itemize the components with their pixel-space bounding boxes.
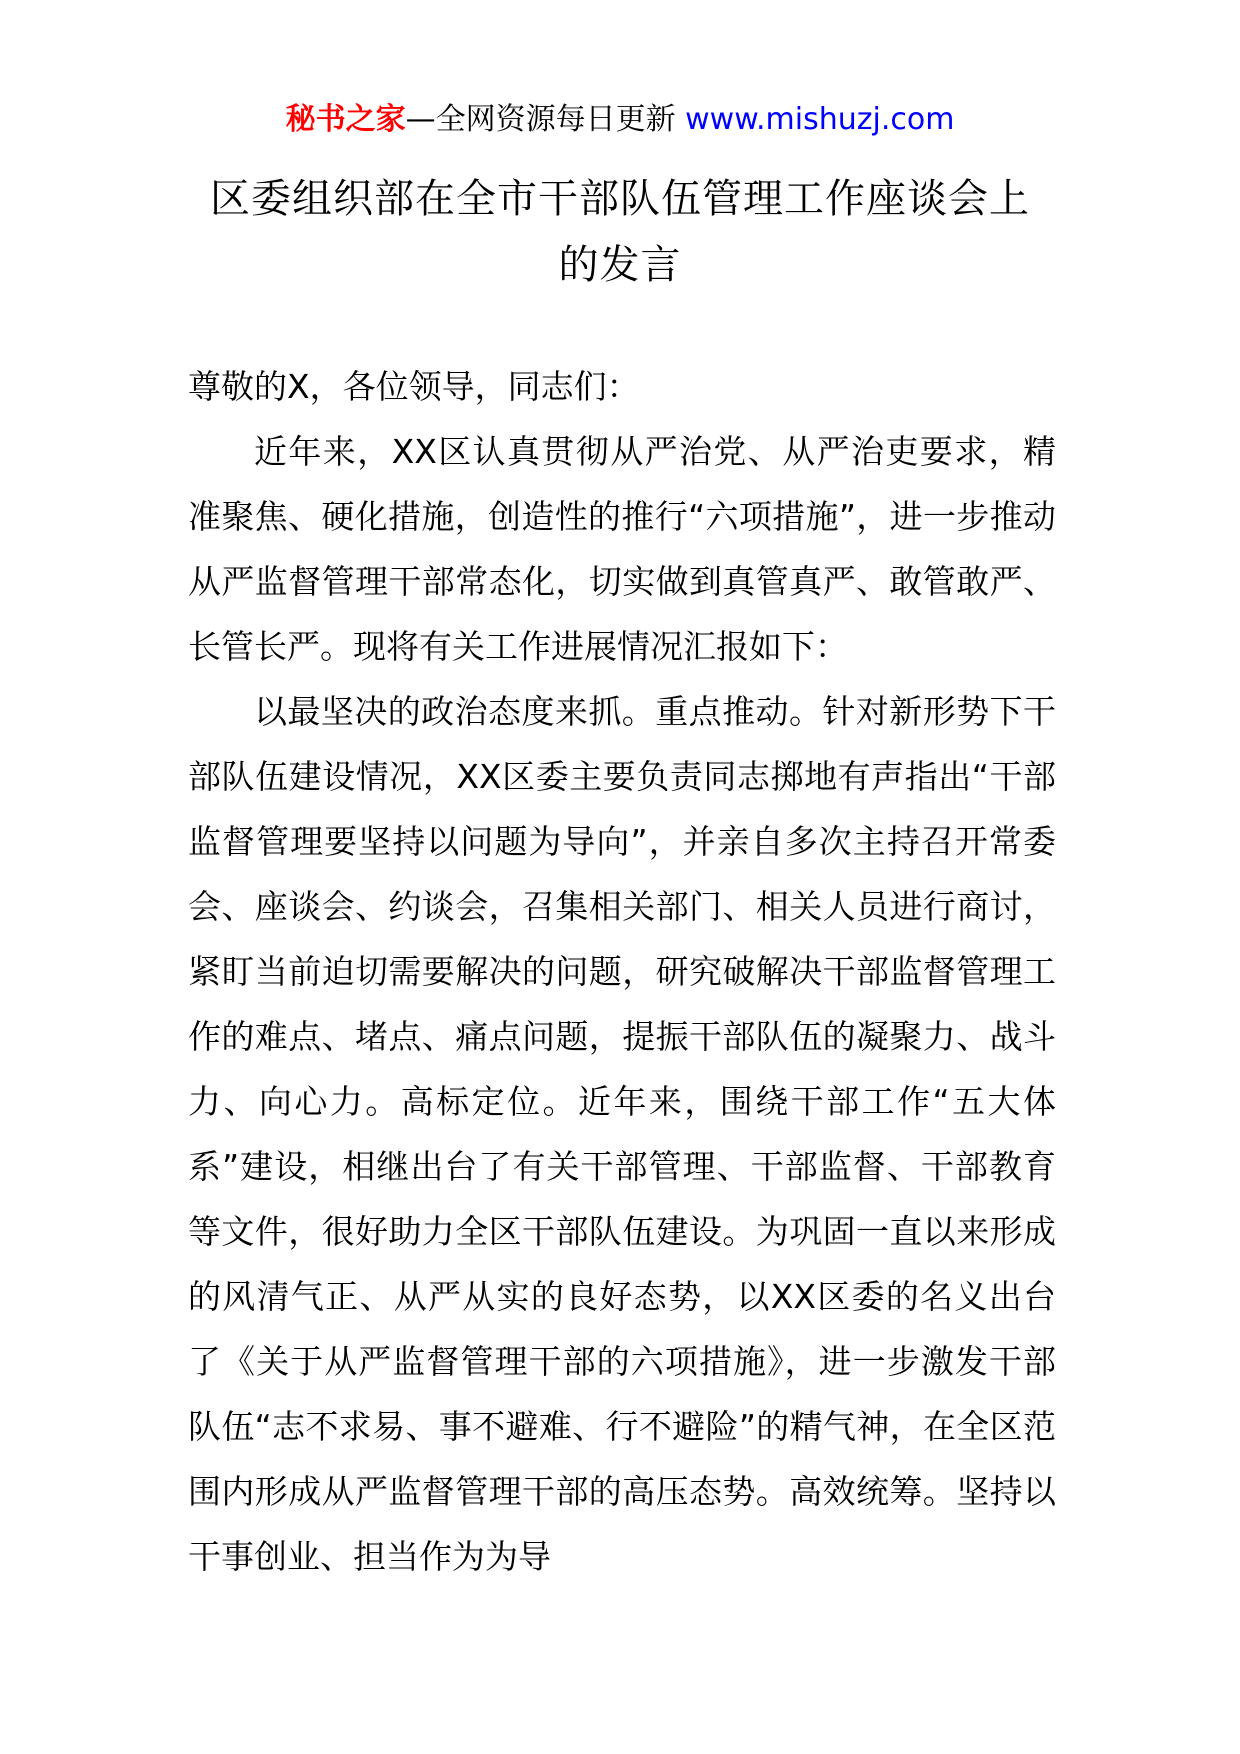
site-header <box>0 100 1240 140</box>
document-title: 区委组织部在全市干部队伍管理工作座谈会上的发言 <box>210 176 1030 288</box>
document-body <box>188 354 1056 1589</box>
paragraph-intro: 近年来，XX区认真贯彻从严治党、从严治吏要求，精准聚焦、硬化措施，创造性的推行“六项措施”，进一步推动从严监督管理干部常态化，切实做到真管真严、敢管敢严、长管长严。现将有关工作进展情况汇报如下： <box>188 432 1056 666</box>
header-tagline: —全网资源每日更新 <box>405 102 676 137</box>
brand-name: 秘书之家 <box>285 102 406 137</box>
site-url-link[interactable]: www.mishuzj.com <box>685 102 955 137</box>
salutation: 尊敬的X，各位领导，同志们： <box>188 367 640 406</box>
paragraph-political-attitude: 以最坚决的政治态度来抓。重点推动。针对新形势下干部队伍建设情况，XX区委主要负责同志掷地有声指出“干部监督管理要坚持以问题为导向”，并亲自多次主持召开常委会、座谈会、约谈会，召集相关部门、相关人员进行商讨，紧盯当前迫切需要解决的问题，研究破解决干部监督管理工作的难点、堵点、痛点问题，提振干部队伍的凝聚力、战斗力、向心力。高标定位。近年来，围绕干部工作“五大体系”建设，相继出台了有关干部管理、干部监督、干部教育等文件，很好助力全区干部队伍建设。为巩固一直以来形成的风清气正、从严从实的良好态势，以XX区委的名义出台了《关于从严监督管理干部的六项措施》，进一步激发干部队伍“志不求易、事不避难、行不避险”的精气神，在全区范围内形成从严监督管理干部的高压态势。高效统筹。坚持以干事创业、担当作为为导 <box>188 692 1056 1576</box>
